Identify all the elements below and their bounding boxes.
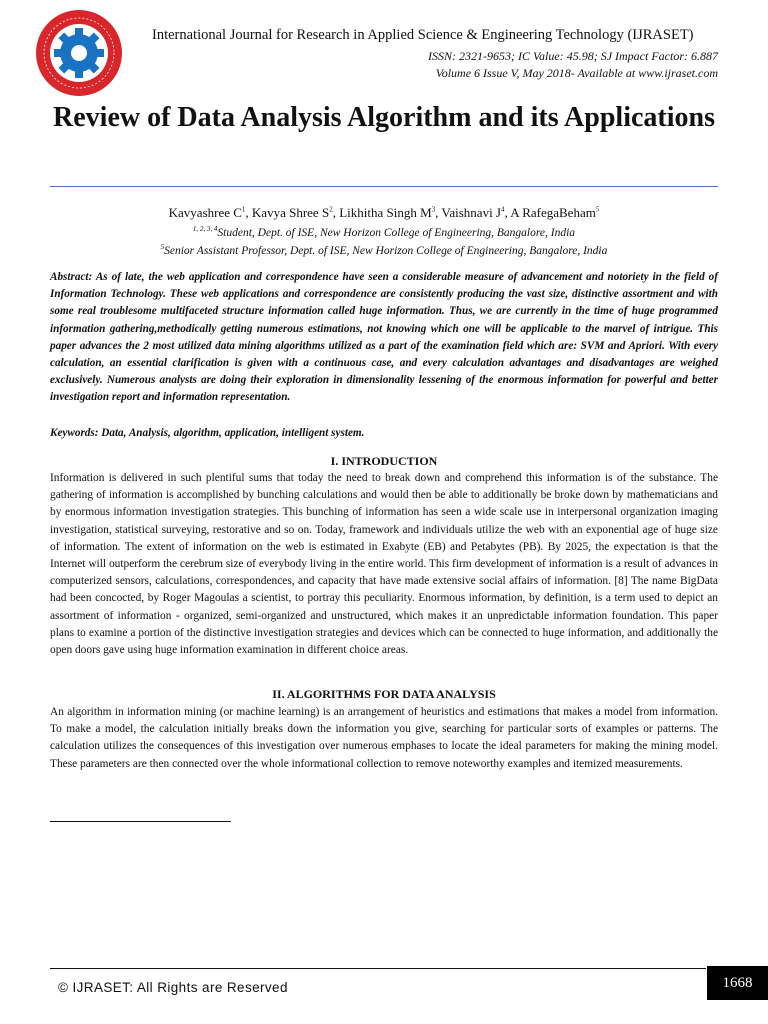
author-index: 4 xyxy=(501,205,505,214)
section-body-introduction: Information is delivered in such plentiful sums that today the need to break down and comprehend this information is of the substance. The gathering of information is accomplished by bunching calculations and would then be able to additionally be broke down by mathematicians and by enormous information investigation strategies. This bunching of information has seen a wide scale use in interpersonal organization imaging investigation, statistical surveying, restorative and so on. Today, framework and individuals utilize the web with an exponential age of huge size of information. The extent of information on the web is estimated in Exabyte (EB) and Petabytes (PB). By 2025, the expectation is that the Internet will outperform the cerebrum size of everybody living in the entire world. This firm development of information is a result of advances in computerized sensors, calculations, correspondences, and capacity that have made extensive social affairs of information. [8] The name BigData had been concocted, by Roger Magoulas a scientist, to portray this peculiarity. Enormous information, by definition, is a term used to depict an assortment of information - organized, semi-organized and unstructured, which makes it an unpredictable information foundation. This paper plans to examine a portion of the distinctive investigation strategies and devices which can be connected to huge information, and additionally the open doors gave using huge information examination in different choice areas. xyxy=(50,472,718,657)
author-list xyxy=(50,205,718,221)
author-name: , A RafegaBeham xyxy=(504,205,596,220)
author-index: 1 xyxy=(241,205,246,214)
issn-line: ISSN: 2321-9653; IC Value: 45.98; SJ Impact Factor: 6.887 xyxy=(428,49,718,63)
author-name: , Likhitha Singh M xyxy=(332,205,432,220)
gear-logo-icon xyxy=(34,8,124,98)
footnote-divider xyxy=(50,821,231,822)
copyright-notice: © IJRASET: All Rights are Reserved xyxy=(58,980,288,995)
author-name: , Kavya Shree S xyxy=(245,205,330,220)
author-index: 2 xyxy=(329,205,333,214)
footer-divider xyxy=(50,968,706,969)
title-divider xyxy=(50,186,718,187)
section-heading-algorithms: II. ALGORITHMS FOR DATA ANALYSIS xyxy=(272,687,496,701)
volume-line: Volume 6 Issue V, May 2018- Available at www.ijraset.com xyxy=(435,66,718,80)
keywords: Keywords: Data, Analysis, algorithm, application, intelligent system. xyxy=(50,427,365,439)
affiliation-students xyxy=(50,225,718,239)
author-index: 3 xyxy=(431,205,436,214)
section-body-algorithms: An algorithm in information mining (or machine learning) is an arrangement of heuristics and estimations that makes a model from information. To make a model, the calculation initially breaks down the information you give, searching for particular sorts of examples or patterns. The calculation utilizes the consequences of this investigation over numerous emphases to locate the ideal parameters for making the mining model. These parameters are then connected over the whole informational collection to remove noteworthy examples and itemized measurements. xyxy=(50,706,718,770)
page-number: 1668 xyxy=(707,966,768,1000)
affiliation-index: 5 xyxy=(160,243,165,251)
paper-title: Review of Data Analysis Algorithm and its Applications xyxy=(53,102,715,133)
abstract: Abstract: As of late, the web application and correspondence have seen a considerable measure of advancement and notoriety in the field of Information Technology. These web applications and correspondence are consistently producing the vast size, distinctive assortment and with some real troublesome multifaceted structure information called huge information. Thus, we are currently in the time of huge programmed information gathering,methodically getting numerous estimations, not knowing which one will be applicable to the marvel of intrigue. This paper advances the 2 most utilized data mining algorithms utilized as a part of the examination field which are: SVM and Apriori. With every calculation, an essential clarification is given with a continuous case, and every calculation advantages and disadvantages are weighed exclusively. Numerous analysts are doing their exploration in dimensionality lessening of the enormous information for powerful and better investigation report and information representation. xyxy=(50,271,718,404)
journal-logo xyxy=(34,8,124,98)
affiliation-professor xyxy=(50,243,718,257)
author-index: 5 xyxy=(595,205,600,214)
affiliation-text: Senior Assistant Professor, Dept. of ISE, New Horizon College of Engineering, Bangalore, India xyxy=(164,244,608,257)
section-heading-introduction: I. INTRODUCTION xyxy=(330,454,438,468)
journal-name: International Journal for Research in Applied Science & Engineering Technology (IJRASET) xyxy=(152,27,694,43)
author-name: , Vaishnavi J xyxy=(435,205,501,220)
affiliation-text: Student, Dept. of ISE, New Horizon College of Engineering, Bangalore, India xyxy=(217,226,576,239)
author-name: Kavyashree C xyxy=(168,205,242,220)
affiliation-index: 1, 2, 3, 4 xyxy=(192,225,218,233)
